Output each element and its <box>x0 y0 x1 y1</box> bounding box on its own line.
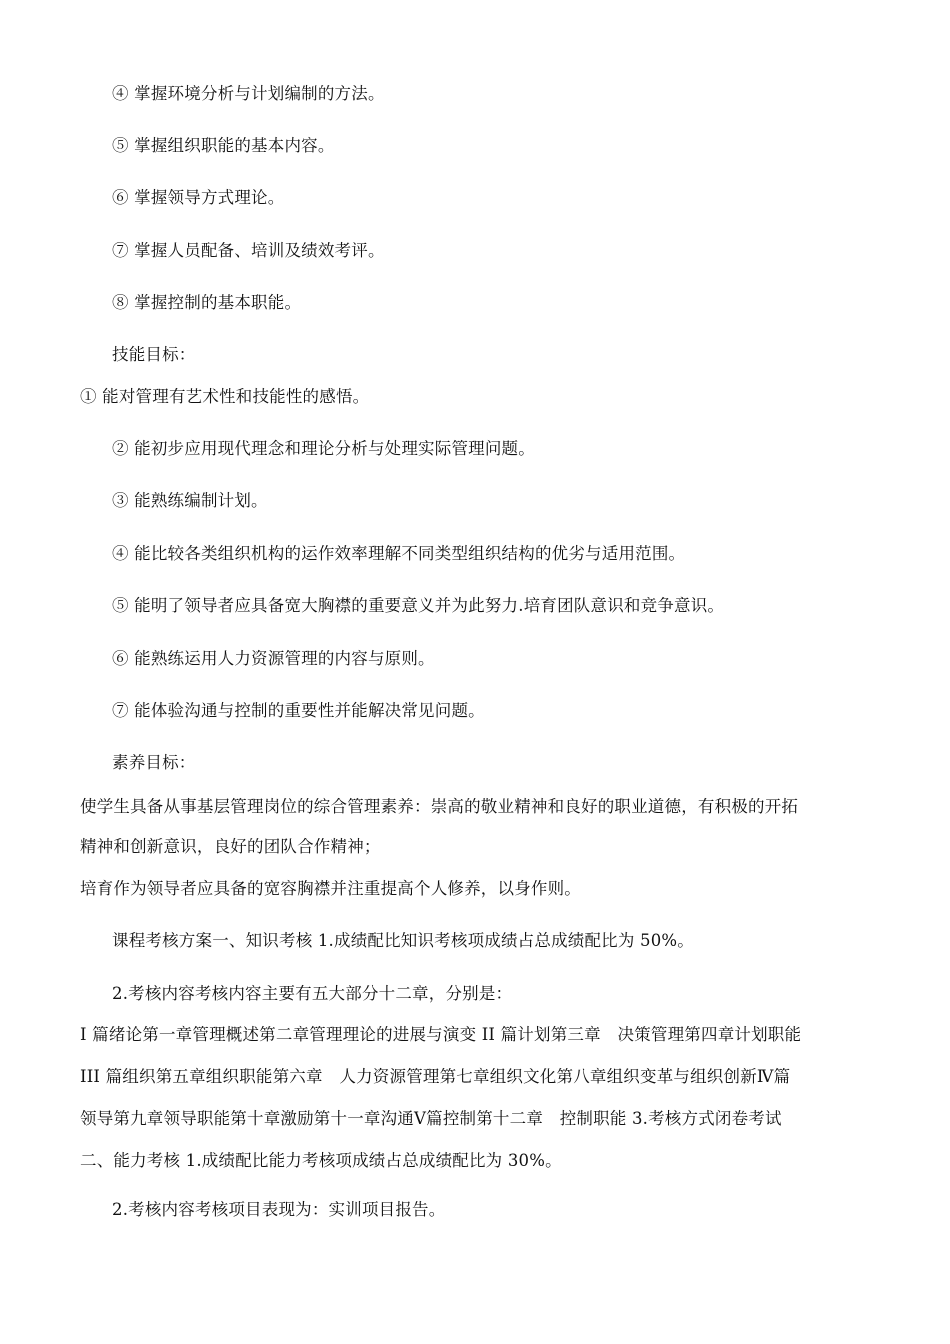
skill-item-5: ⑤ 能明了领导者应具备宽大胸襟的重要意义并为此努力.培育团队意识和竞争意识。 <box>112 596 725 615</box>
skill-item-3: ③ 能熟练编制计划。 <box>112 491 268 510</box>
assessment-line-4: III 篇组织第五章组织职能第六章 人力资源管理第七章组织文化第八章组织变革与组织创新Ⅳ篇 <box>80 1067 791 1086</box>
skill-item-6: ⑥ 能熟练运用人力资源管理的内容与原则。 <box>112 649 435 668</box>
assessment-line-5: 领导第九章领导职能第十章激励第十一章沟通Ⅴ篇控制第十二章 控制职能 3.考核方式闭卷考试 <box>80 1109 782 1128</box>
knowledge-item-8: ⑧ 掌握控制的基本职能。 <box>112 293 302 312</box>
knowledge-item-7: ⑦ 掌握人员配备、培训及绩效考评。 <box>112 241 385 260</box>
skill-item-2: ② 能初步应用现代理念和理论分析与处理实际管理问题。 <box>112 439 535 458</box>
quality-heading: 素养目标： <box>112 753 196 772</box>
skill-item-1: ① 能对管理有艺术性和技能性的感悟。 <box>80 387 370 406</box>
assessment-line-7: 2.考核内容考核项目表现为：实训项目报告。 <box>112 1200 446 1219</box>
knowledge-item-5: ⑤ 掌握组织职能的基本内容。 <box>112 136 335 155</box>
assessment-line-6: 二、能力考核 1.成绩配比能力考核项成绩占总成绩配比为 30%。 <box>80 1151 562 1170</box>
skill-item-4: ④ 能比较各类组织机构的运作效率理解不同类型组织结构的优劣与适用范围。 <box>112 544 686 563</box>
knowledge-item-6: ⑥ 掌握领导方式理论。 <box>112 188 285 207</box>
quality-line-2: 精神和创新意识，良好的团队合作精神； <box>80 837 381 856</box>
skill-heading: 技能目标： <box>112 345 196 364</box>
knowledge-item-4: ④ 掌握环境分析与计划编制的方法。 <box>112 84 385 103</box>
quality-line-1: 使学生具备从事基层管理岗位的综合管理素养：崇高的敬业精神和良好的职业道德，有积极的开拓 <box>80 797 799 816</box>
quality-line-3: 培育作为领导者应具备的宽容胸襟并注重提高个人修养，以身作则。 <box>80 879 581 898</box>
assessment-line-2: 2.考核内容考核内容主要有五大部分十二章，分别是： <box>112 984 513 1003</box>
assessment-line-3: I 篇绪论第一章管理概述第二章管理理论的进展与演变 II 篇计划第三章 决策管理第四章计划职能 <box>80 1025 802 1044</box>
skill-item-7: ⑦ 能体验沟通与控制的重要性并能解决常见问题。 <box>112 701 485 720</box>
assessment-line-1: 课程考核方案一、知识考核 1.成绩配比知识考核项成绩占总成绩配比为 50%。 <box>112 931 695 950</box>
